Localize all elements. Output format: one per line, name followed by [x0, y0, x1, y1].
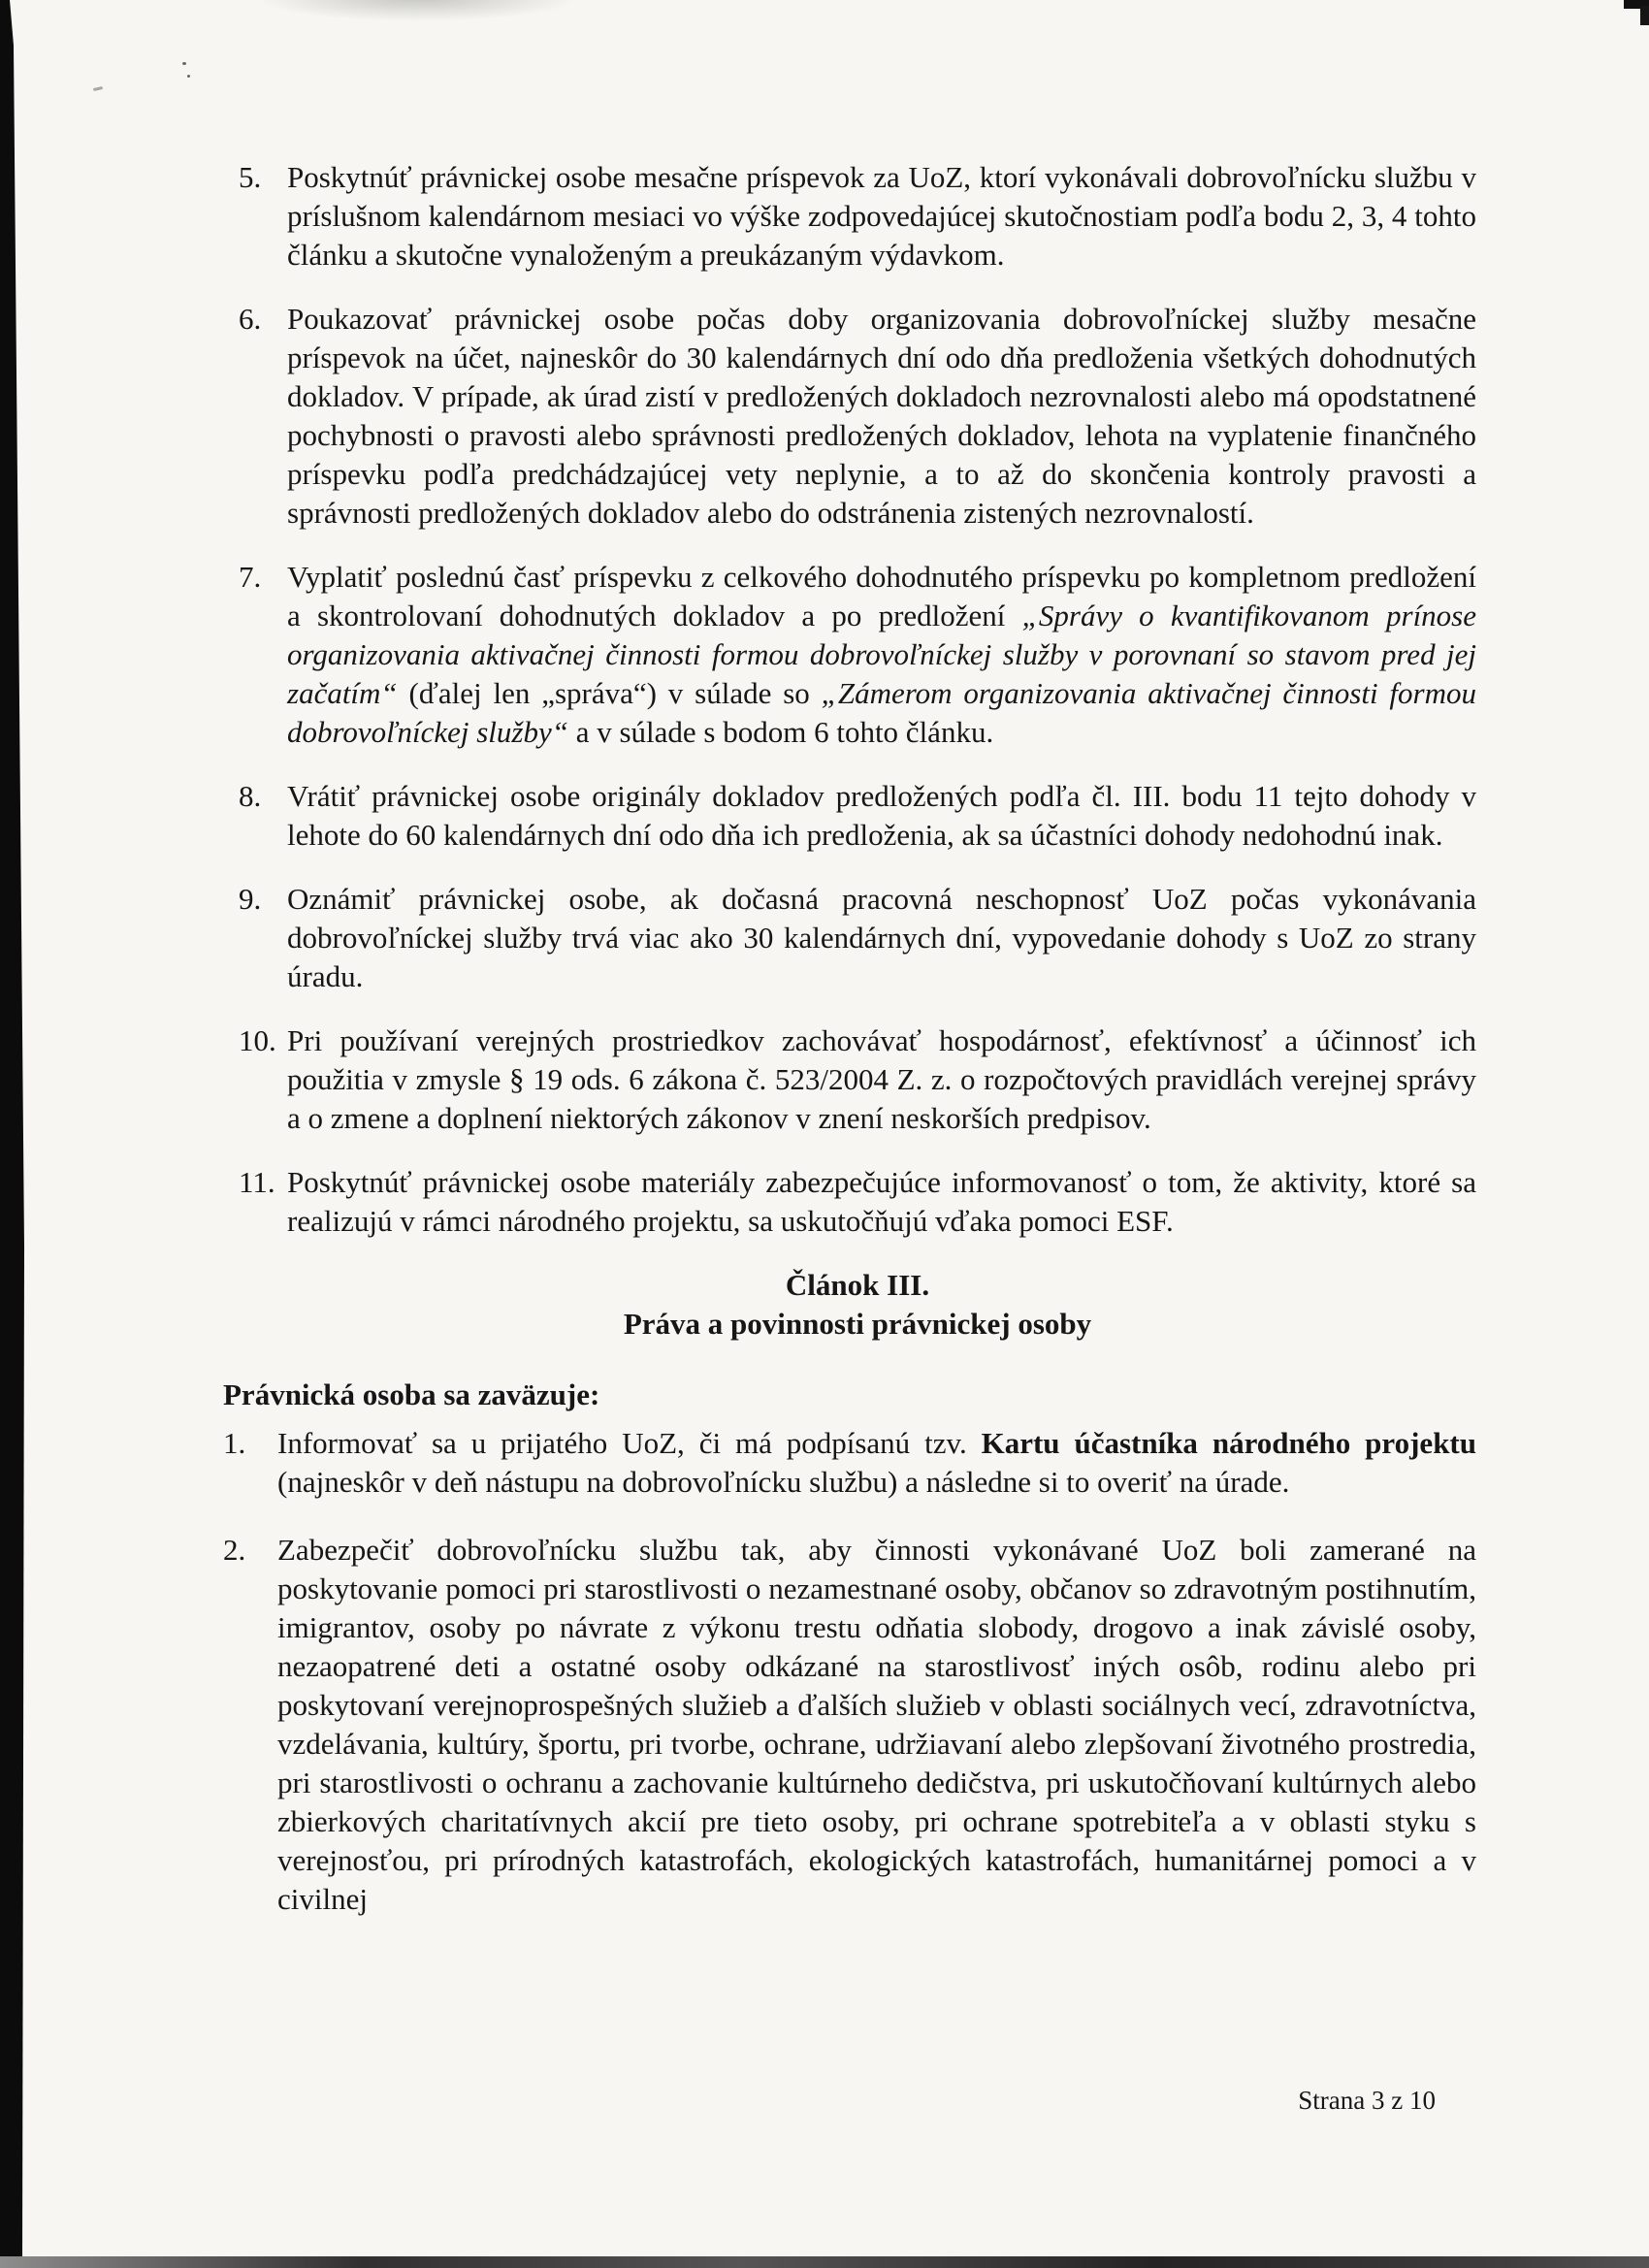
list-item-text: Informovať sa u prijatého UoZ, či má podpísanú tzv. Kartu účastníka národného projektu (najneskôr v deň nástupu na dobrovoľnícku službu) a následne si to overiť na úrade.	[277, 1426, 1476, 1499]
list-item-text: Oznámiť právnickej osobe, ak dočasná pracovná neschopnosť UoZ počas vykonávania dobrovoľníckej služby trvá viac ako 30 kalendárnych dní, vypovedanie dohody s UoZ zo strany úradu.	[287, 882, 1476, 993]
article-heading	[239, 1266, 1476, 1344]
list-item	[239, 158, 1476, 275]
list-item-number: 9.	[239, 882, 262, 916]
list-item-text: Poskytnúť právnickej osobe mesačne príspevok za UoZ, ktorí vykonávali dobrovoľnícku službu v príslušnom kalendárnom mesiaci vo výške zodpovedajúcej skutočnostiam podľa bodu 2, 3, 4 tohto článku a skutočne vynaloženým a preukázaným výdavkom.	[287, 160, 1476, 272]
duties-list-urad	[239, 158, 1476, 1241]
obligations-list	[223, 1424, 1476, 1919]
list-item-number: 6.	[239, 302, 262, 336]
list-item-number: 1.	[223, 1426, 246, 1460]
obligations-intro: Právnická osoba sa zaväzuje:	[223, 1377, 600, 1411]
list-item	[239, 300, 1476, 533]
list-item	[239, 558, 1476, 752]
list-item	[223, 1424, 1476, 1502]
list-item-text: Zabezpečiť dobrovoľnícku službu tak, aby činnosti vykonávané UoZ boli zamerané na poskytovanie pomoci pri starostlivosti o nezamestnané osoby, občanov so zdravotným postihnutím, imigrantov, osoby po návrate z výkonu trestu odňatia slobody, drogovo a inak závislé osoby, nezaopatrené deti a ostatné osoby odkázané na starostlivosť iných osôb, rodinu alebo pri poskytovaní verejnoprospešných služieb a ďalších služieb v oblasti sociálnych vecí, zdravotníctva, vzdelávania, kultúry, športu, pri tvorbe, ochrane, udržiavaní alebo zlepšovaní životného prostredia, pri starostlivosti o ochranu a zachovanie kultúrneho dedičstva, pri uskutočňovaní kultúrnych alebo zbierkových charitatívnych akcií pre tieto osoby, pri ochrane spotrebiteľa a v oblasti styku s verejnosťou, pri prírodných katastrofách, ekologických katastrofách, humanitárnej pomoci a v civilnej	[277, 1533, 1476, 1916]
list-item-number: 2.	[223, 1533, 246, 1567]
list-item-text: Vyplatiť poslednú časť príspevku z celkového dohodnutého príspevku po kompletnom predložení a skontrolovaní dohodnutých dokladov a po predložení „Správy o kvantifikovanom prínose organizovania aktivačnej činnosti formou dobrovoľníckej služby v porovnaní so stavom pred jej začatím“ (ďalej len „správa“) v súlade so „Zámerom organizovania aktivačnej činnosti formou dobrovoľníckej služby“ a v súlade s bodom 6 tohto článku.	[287, 560, 1477, 749]
scan-bottom-edge	[0, 2256, 1649, 2268]
list-item-text: Pri používaní verejných prostriedkov zachovávať hospodárnosť, efektívnosť a účinnosť ich použitia v zmysle § 19 ods. 6 zákona č. 523/2004 Z. z. o rozpočtových pravidlách verejnej správy a o zmene a doplnení niektorých zákonov v znení neskorších predpisov.	[287, 1023, 1476, 1135]
list-item-number: 5.	[239, 160, 262, 194]
list-item-number: 11.	[239, 1165, 275, 1199]
list-item	[239, 1021, 1476, 1138]
article-subtitle: Práva a povinnosti právnickej osoby	[623, 1307, 1092, 1341]
list-item-number: 8.	[239, 779, 262, 813]
list-item-number: 7.	[239, 560, 262, 594]
article-title: Článok III.	[785, 1268, 930, 1302]
list-item	[223, 1531, 1476, 1919]
list-item	[239, 1163, 1476, 1241]
list-item	[239, 777, 1476, 855]
list-item-number: 10.	[239, 1023, 276, 1057]
page-footer: Strana 3 z 10	[1298, 2086, 1436, 2115]
list-item-text: Poskytnúť právnickej osobe materiály zabezpečujúce informovanosť o tom, že aktivity, ktoré sa realizujú v rámci národného projektu, sa uskutočňujú vďaka pomoci ESF.	[287, 1165, 1476, 1238]
list-item-text: Vrátiť právnickej osobe originály dokladov predložených podľa čl. III. bodu 11 tejto dohody v lehote do 60 kalendárnych dní odo dňa ich predloženia, ak sa účastníci dohody nedohodnú inak.	[287, 779, 1476, 852]
scan-corner-mark	[1640, 6, 1649, 25]
list-item	[239, 880, 1476, 996]
list-item-text: Poukazovať právnickej osobe počas doby organizovania dobrovoľníckej služby mesačne príspevok na účet, najneskôr do 30 kalendárnych dní odo dňa predloženia všetkých dohodnutých dokladov. V prípade, ak úrad zistí v predložených dokladoch nezrovnalosti alebo má opodstatnené pochybnosti o pravosti alebo správnosti predložených dokladov, lehota na vyplatenie finančného príspevku podľa predchádzajúcej vety neplynie, a to až do skončenia kontroly pravosti a správnosti predložených dokladov alebo do odstránenia zistených nezrovnalostí.	[287, 302, 1476, 530]
